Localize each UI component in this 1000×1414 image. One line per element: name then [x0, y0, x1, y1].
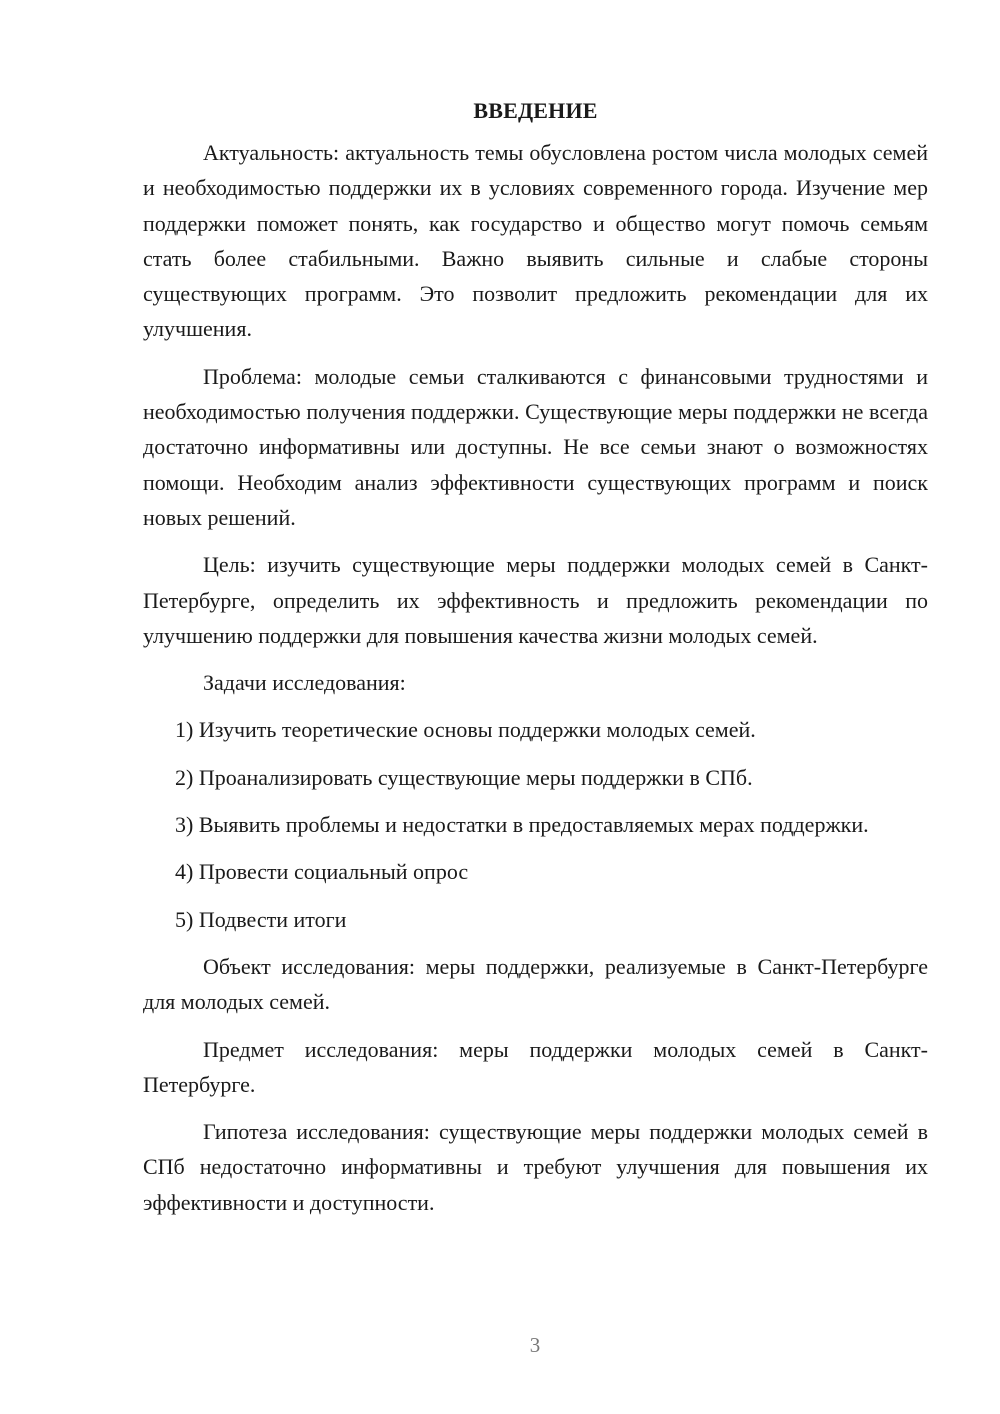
- object-paragraph: Объект исследования: меры поддержки, реализуемые в Санкт-Петербурге для молодых семей.: [143, 953, 928, 1015]
- section-heading: ВВЕДЕНИЕ: [473, 98, 598, 123]
- task-item-4: 4) Провести социальный опрос: [175, 859, 469, 885]
- page-body: [143, 96, 928, 1232]
- goal-paragraph: Цель: изучить существующие меры поддержки молодых семей в Санкт-Петербурге, определить их эффективность и предложить рекомендации по улучшению поддержки для повышения качества жизни молодых семей.: [143, 552, 928, 648]
- task-item-2: 2) Проанализировать существующие меры поддержки в СПб.: [175, 764, 753, 790]
- subject-paragraph: Предмет исследования: меры поддержки молодых семей в Санкт-Петербурге.: [143, 1036, 928, 1097]
- relevance-paragraph: Актуальность: актуальность темы обусловлена ростом числа молодых семей и необходимостью поддержки их в условиях современного города. Изучение мер поддержки поможет понять, как государство и общество могут помочь семьям стать более стабильными. Важно выявить сильные и слабые стороны существующих программ. Это позволит предложить рекомендации для их улучшения.: [143, 140, 928, 342]
- task-item-1: 1) Изучить теоретические основы поддержки молодых семей.: [175, 717, 756, 743]
- page-number: 3: [529, 1333, 541, 1357]
- problem-paragraph: Проблема: молодые семьи сталкиваются с финансовыми трудностями и необходимостью получения поддержки. Существующие меры поддержки не всегда достаточно информативны или доступны. Не все семьи знают о возможностях помощи. Необходим анализ эффективности существующих программ и поиск новых решений.: [143, 363, 928, 530]
- hypothesis-paragraph: Гипотеза исследования: существующие меры поддержки молодых семей в СПб недостаточно информативны и требуют улучшения для повышения их эффективности и доступности.: [143, 1119, 928, 1215]
- tasks-title: Задачи исследования:: [203, 670, 406, 696]
- task-item-3: 3) Выявить проблемы и недостатки в предоставляемых мерах поддержки.: [175, 812, 869, 838]
- task-item-5: 5) Подвести итоги: [175, 906, 347, 932]
